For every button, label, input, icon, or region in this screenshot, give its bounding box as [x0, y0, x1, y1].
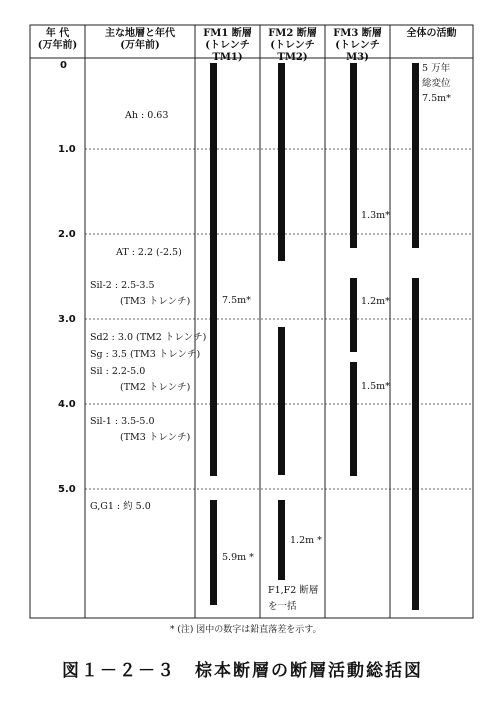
overall-note-line2: 総変位 — [422, 78, 451, 89]
header-overall: 全体の活動 — [406, 28, 457, 39]
fm2-activity-bar-middle — [278, 327, 285, 475]
header-fm1-line1: FM1 断層 — [203, 28, 252, 39]
overall-note-line3: 7.5m* — [422, 93, 451, 104]
footnote: * (注) 図中の数字は鉛直落差を示す。 — [170, 625, 322, 635]
fm3-activity-bar-2 — [350, 278, 357, 352]
fm2-note-line2: を一括 — [268, 601, 297, 612]
age-tick-4: 4.0 — [58, 399, 76, 410]
header-fm2-line2: (トレンチ TM2) — [270, 40, 315, 63]
header-fm1-line2: (トレンチ TM1) — [205, 40, 250, 63]
layer-sil2-a: Sil-2 : 2.5-3.5 — [90, 280, 155, 291]
fm2-note-line1: F1,F2 断層 — [268, 585, 319, 596]
header-layers — [85, 28, 195, 52]
fm2-lower-displacement: 1.2m * — [290, 535, 322, 546]
overall-activity-bar-upper — [412, 63, 419, 248]
layer-sil-b: (TM2 トレンチ) — [120, 382, 191, 393]
fm3-displacement-2: 1.2m* — [361, 296, 390, 307]
header-age — [30, 28, 85, 52]
figure-caption: 図１－２－３ 棕本断層の断層活動総括図 — [62, 661, 423, 681]
header-age-line1: 年 代 — [45, 28, 70, 39]
age-tick-2: 2.0 — [58, 229, 76, 240]
overall-activity-bar-lower — [412, 278, 419, 610]
overall-note-line1: 5 万年 — [422, 63, 451, 74]
layer-sg: Sg : 3.5 (TM3 トレンチ) — [90, 349, 201, 360]
fm3-activity-bar-3 — [350, 362, 357, 476]
header-fm3-line2: (トレンチ M3) — [335, 40, 380, 63]
fm1-lower-displacement: 5.9m * — [222, 552, 254, 563]
header-fm2-line1: FM2 断層 — [268, 28, 317, 39]
header-layers-line1: 主な地層と年代 — [105, 28, 175, 39]
layer-g: G,G1 : 約 5.0 — [90, 501, 151, 512]
layer-sd2: Sd2 : 3.0 (TM2 トレンチ) — [90, 332, 207, 343]
fm3-displacement-3: 1.5m* — [361, 381, 390, 392]
fm1-upper-displacement: 7.5m* — [222, 295, 251, 306]
header-fm2 — [260, 28, 325, 64]
layer-at: AT : 2.2 (-2.5) — [116, 247, 182, 258]
fm1-activity-bar-upper — [210, 63, 217, 476]
header-fm3 — [325, 28, 390, 64]
layer-ah: Ah : 0.63 — [125, 110, 169, 121]
fm3-displacement-1: 1.3m* — [361, 210, 390, 221]
layer-sil1-a: Sil-1 : 3.5-5.0 — [90, 416, 155, 427]
layer-sil-a: Sil : 2.2-5.0 — [90, 366, 146, 377]
header-fm1 — [195, 28, 260, 64]
age-tick-3: 3.0 — [58, 314, 76, 325]
header-layers-line2: (万年前) — [120, 40, 160, 51]
fm2-activity-bar-lower — [278, 500, 285, 580]
fm3-activity-bar-1 — [350, 63, 357, 248]
fm1-activity-bar-lower — [210, 500, 217, 605]
age-tick-0: 0 — [60, 60, 67, 71]
layer-sil1-b: (TM3 トレンチ) — [120, 432, 191, 443]
layer-sil2-b: (TM3 トレンチ) — [120, 296, 191, 307]
age-tick-5: 5.0 — [58, 484, 76, 495]
age-tick-1: 1.0 — [58, 144, 76, 155]
header-fm3-line1: FM3 断層 — [333, 28, 382, 39]
header-age-line2: (万年前) — [37, 40, 78, 51]
fm2-activity-bar-upper — [278, 63, 285, 261]
